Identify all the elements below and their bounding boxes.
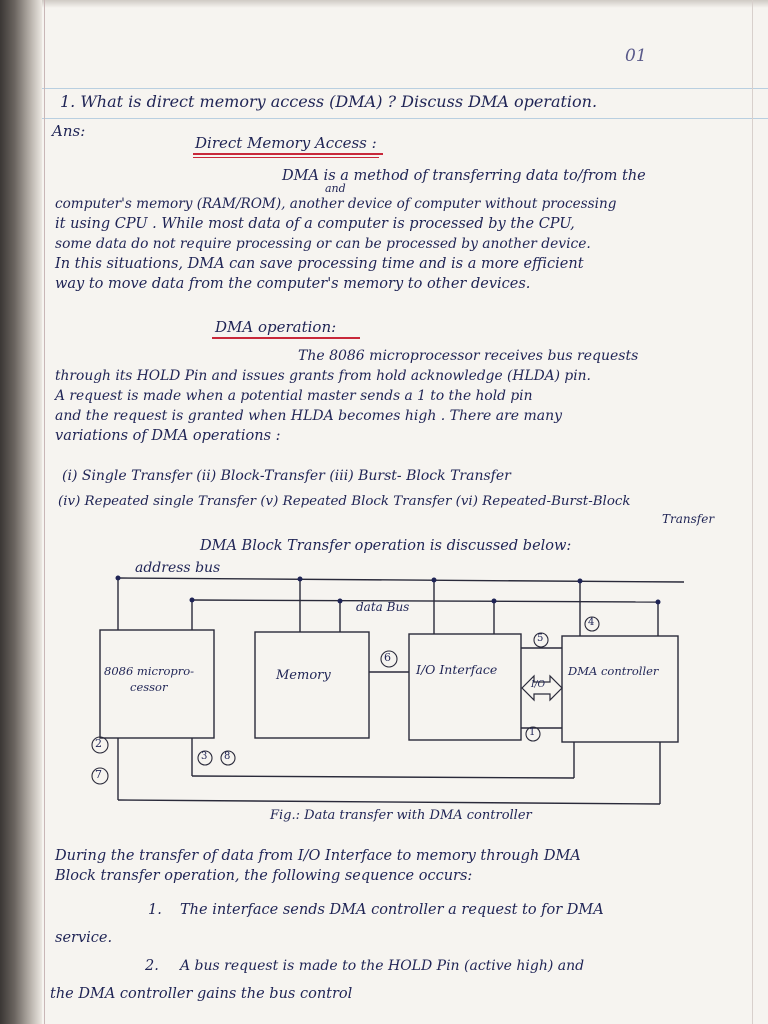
step-marker: 3 [201, 751, 208, 762]
section2-line: variations of DMA operations : [55, 428, 281, 444]
address-bus-line [118, 578, 684, 582]
figure-caption: Fig.: Data transfer with DMA controller [270, 808, 532, 823]
section2-line: The 8086 microprocessor receives bus requests [298, 348, 639, 364]
section2-line: and the request is granted when HLDA becomes high . There are many [55, 408, 563, 424]
step-text: A bus request is made to the HOLD Pin (active high) and [180, 958, 585, 974]
dma-variations-line: (iv) Repeated single Transfer (v) Repeated Block Transfer (vi) Repeated-Burst-Block [58, 494, 631, 509]
data-bus-line [192, 600, 660, 602]
step-number: 1. [148, 902, 162, 918]
cpu-block-label-1: 8086 micropro- [104, 664, 195, 678]
heading-dma-operation: DMA operation: [215, 318, 337, 336]
section2-line: through its HOLD Pin and issues grants from hold acknowledge (HLDA) pin. [55, 368, 591, 384]
io-block-label: I/O Interface [416, 662, 498, 677]
section1-line: In this situations, DMA can save processing time and is a more efficient [55, 256, 584, 272]
section1-line: computer's memory (RAM/ROM), another device of computer without processing [55, 196, 617, 212]
section3-line: During the transfer of data from I/O Interface to memory through DMA [55, 848, 581, 864]
step-marker: 7 [95, 768, 102, 781]
answer-label: Ans: [52, 122, 86, 140]
data-bus-label: data Bus [356, 600, 410, 614]
io-interface-block [409, 634, 521, 740]
page-number: 01 [625, 46, 647, 66]
cpu-block-label-2: cessor [130, 680, 168, 694]
dma-variations-line: (i) Single Transfer (ii) Block-Transfer (iii) Burst- Block Transfer [62, 468, 511, 484]
step-marker: 5 [537, 633, 544, 644]
section1-line: DMA is a method of transferring data to/from the [282, 168, 646, 184]
section1-line: some data do not require processing or can be processed by another device. [55, 236, 591, 252]
section1-insert-word: and [325, 182, 346, 195]
memory-block [255, 632, 369, 738]
io-arrow-label: I/O [531, 680, 545, 690]
section2-line: A request is made when a potential master sends a 1 to the hold pin [55, 388, 533, 404]
step-marker: 4 [588, 617, 595, 628]
section1-line: way to move data from the computer's memory to other devices. [55, 276, 531, 292]
step-marker: 8 [224, 751, 231, 762]
dma-block-label: DMA controller [568, 664, 659, 678]
step-text: The interface sends DMA controller a request to for DMA [180, 902, 604, 918]
step-text-cont: the DMA controller gains the bus control [50, 986, 353, 1002]
question-text: 1. What is direct memory access (DMA) ? Discuss DMA operation. [60, 92, 598, 111]
section3-line: Block transfer operation, the following sequence occurs: [55, 868, 473, 884]
diagram-title: DMA Block Transfer operation is discussed below: [200, 538, 572, 554]
dma-controller-block [562, 636, 678, 742]
heading-direct-memory-access: Direct Memory Access : [195, 134, 377, 152]
address-bus-label: address bus [135, 560, 221, 576]
dma-variations-line-wrap: Transfer [662, 512, 715, 526]
step-marker: 2 [95, 737, 102, 750]
step-marker: 6 [384, 651, 391, 664]
step-marker: 1 [529, 727, 536, 738]
memory-block-label: Memory [276, 668, 331, 683]
step-text-cont: service. [55, 930, 113, 946]
step-number: 2. [145, 958, 159, 974]
section1-line: it using CPU . While most data of a computer is processed by the CPU, [55, 216, 575, 232]
